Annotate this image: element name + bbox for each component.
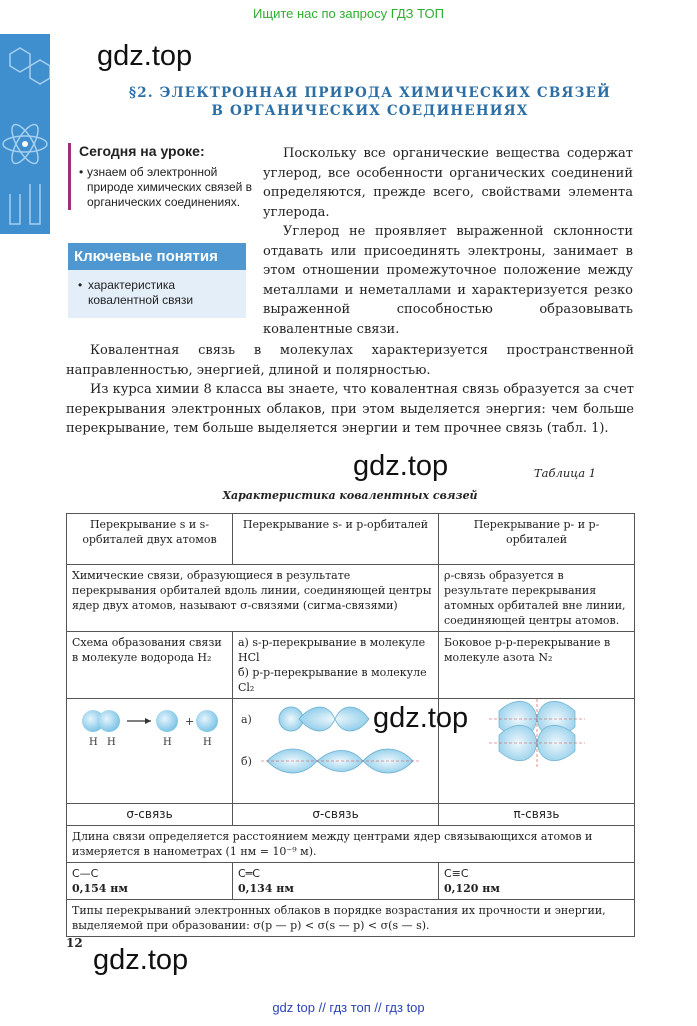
watermark: gdz.top <box>93 944 189 976</box>
sidebar-decoration <box>0 34 50 234</box>
s-s-overlap-diagram <box>67 699 232 799</box>
scheme-h2: Схема образования связи в молекуле водорода H₂ <box>67 632 233 699</box>
key-concepts-box <box>68 243 246 318</box>
label-b: б) <box>241 755 252 768</box>
bond-length: 0,120 нм <box>444 882 500 895</box>
h2-diagram-cell <box>67 699 233 804</box>
top-note: Ищите нас по запросу ГДЗ ТОП <box>253 6 444 21</box>
key-concepts-heading: Ключевые понятия <box>68 243 246 270</box>
bond-formula: C—C <box>72 867 99 880</box>
h-label: H <box>107 737 116 748</box>
watermark: gdz.top <box>373 702 469 734</box>
bond-c3c <box>439 863 635 900</box>
bond-length: 0,154 нм <box>72 882 128 895</box>
scheme-hcl-cl2 <box>233 632 439 699</box>
bond-length: 0,134 нм <box>238 882 294 895</box>
table-title: Характеристика ковалентных связей <box>222 489 478 502</box>
bond-type-pp: π-связь <box>439 804 635 826</box>
title-line-1: §2. ЭЛЕКТРОННАЯ ПРИРОДА ХИМИЧЕСКИХ СВЯЗЕЙ <box>129 85 611 101</box>
watermark: gdz.top <box>97 40 193 72</box>
bond-length-note: Длина связи определяется расстоянием между центрами ядер связывающихся атомов и измеряется в нанометрах (1 нм = 10⁻⁹ м). <box>67 826 635 863</box>
h-label: H <box>163 737 172 748</box>
bond-type-sp: σ-связь <box>233 804 439 826</box>
bottom-note: gdz top // гдз топ // гдз top <box>272 1000 425 1015</box>
h-label: H <box>89 737 98 748</box>
label-a: а) <box>241 713 252 726</box>
section-title <box>90 84 650 120</box>
bond-formula: C═C <box>238 867 260 880</box>
scheme-cl2: б) p-p-перекрывание в молекуле Cl₂ <box>238 666 427 694</box>
today-box <box>68 143 259 210</box>
scheme-n2: Боковое p-p-перекрывание в молекуле азота N₂ <box>439 632 635 699</box>
bond-c2c <box>233 863 439 900</box>
paragraph-1: Поскольку все органические вещества содержат углерод, все особенности органических соединений определяются, прежде всего, свойствами элемента углерода. <box>263 146 633 220</box>
sigma-definition: Химические связи, образующиеся в результате перекрывания орбиталей вдоль линии, соединяющей центры ядер двух атомов, называют σ-связями (сигма-связями) <box>67 565 439 632</box>
bond-type-ss: σ-связь <box>67 804 233 826</box>
page-number: 12 <box>66 936 83 950</box>
svg-text:+: + <box>185 715 195 728</box>
today-item: • узнаем об электронной природе химических связей в органических соединениях. <box>79 165 259 210</box>
table-caption: Таблица 1 <box>534 466 597 480</box>
pi-definition: ρ-связь образуется в результате перекрывания атомных орбиталей вне линии, соединяющей центры атомов. <box>439 565 635 632</box>
paragraph-2: Углерод не проявляет выраженной склонности отдавать или присоединять электроны, занимает в этом отношении промежуточное положение между металлами и неметаллами и характеризуется резко выраженной способностью образовывать ковалентные связи. <box>263 224 633 337</box>
overlap-order-note: Типы перекрываний электронных облаков в порядке возрастания их прочности и энергии, выделяемой при образовании: σ(p — p) < σ(s — p) < σ(s — s). <box>67 900 635 937</box>
covalent-bonds-table <box>66 513 635 937</box>
watermark: gdz.top <box>353 450 449 482</box>
h-label: H <box>203 737 212 748</box>
header-pp: Перекрывание p- и p-орбиталей <box>439 514 635 565</box>
header-sp: Перекрывание s- и p-орбиталей <box>233 514 439 565</box>
bond-formula: C≡C <box>444 867 469 880</box>
title-line-2: В ОРГАНИЧЕСКИХ СОЕДИНЕНИЯХ <box>211 103 529 119</box>
molecule-decoration-icon <box>0 34 50 234</box>
p-p-lateral-overlap-diagram <box>439 699 634 799</box>
paragraph-3: Ковалентная связь в молекулах характеризуется пространственной направленностью, энергией, длиной и полярностью. <box>66 343 634 378</box>
today-heading: Сегодня на уроке: <box>79 143 205 159</box>
scheme-hcl: а) s-p-перекрывание в молекуле HCl <box>238 636 426 664</box>
paragraph-4: Из курса химии 8 класса вы знаете, что ковалентная связь образуется за счет перекрывания электронных облаков, при этом выделяется энергия: чем больше перекрывание, тем больше выделяется энергии и тем прочнее связь (табл. 1). <box>66 382 634 436</box>
key-concepts-item: • характеристика ковалентной связи <box>68 270 246 318</box>
header-ss: Перекрывание s и s-орбиталей двух атомов <box>67 514 233 565</box>
bond-cc <box>67 863 233 900</box>
